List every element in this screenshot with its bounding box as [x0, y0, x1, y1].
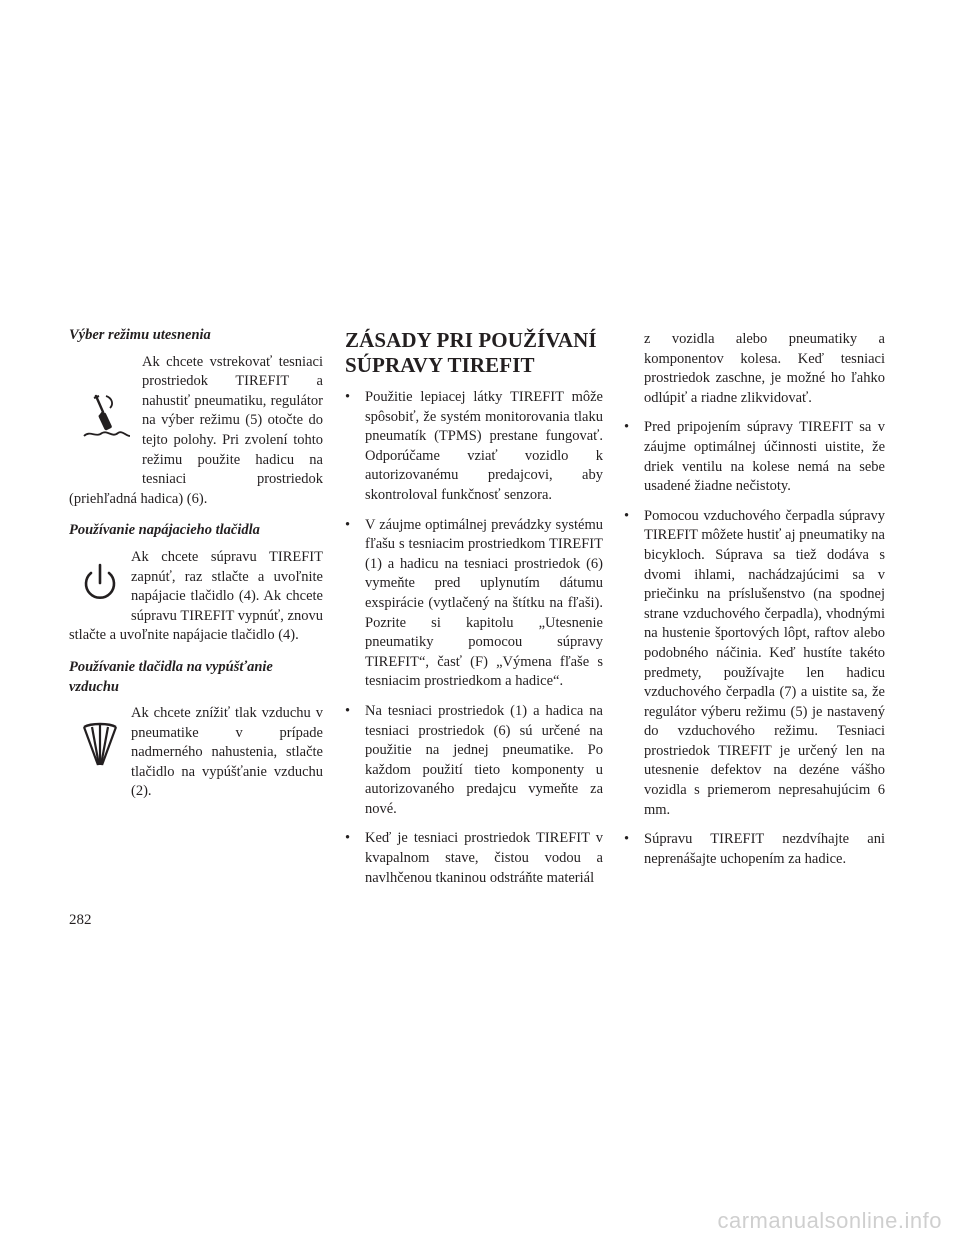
list-item [624, 507, 885, 821]
right-column [624, 330, 885, 879]
section-heading: ZÁSADY PRI POUŽÍVANÍ SÚPRAVY TIREFIT [345, 328, 597, 377]
power-button-heading: Používanie napájacieho tlačidla [69, 522, 260, 539]
bullet-list [624, 418, 885, 869]
power-button-block [69, 548, 323, 646]
list-item [345, 702, 603, 820]
bullet-glyph: • [624, 831, 630, 848]
sealant-mode-block [69, 353, 323, 510]
list-item-text: Na tesniaci prostriedok (1) a hadica na tesniaci prostriedok (6) sú určené na použitie na jednej pneumatike. Po každom použití tieto komponenty u autorizovaného predajcu vymeňte za nové. [365, 702, 603, 817]
watermark: carmanualsonline.info [717, 1208, 942, 1233]
left-column [69, 326, 323, 814]
bullet-list [345, 388, 603, 888]
power-button-text: Ak chcete súpravu TIREFIT zapnúť, raz stlačte a uvoľnite napájacie tlačidlo (4). Ak chcete súpravu TIREFIT vypnúť, znovu stlačte a uvoľnite napájacie tlačidlo (4). [69, 548, 323, 644]
sealant-mode-icon [69, 353, 142, 481]
list-item [345, 516, 603, 692]
bullet-glyph: • [345, 516, 351, 533]
list-item [345, 829, 603, 888]
list-item [624, 830, 885, 869]
list-item-text: Použitie lepiacej látky TIREFIT môže spôsobiť, že systém monitorovania tlaku pneumatík (TPMS) prestane fungovať. Odporúčame vziať vozidlo k autorizovanému predajcovi, aby skontroloval funkčnosť senzora. [365, 389, 603, 503]
bullet-glyph: • [345, 830, 351, 847]
list-item [624, 418, 885, 496]
sealant-mode-heading: Výber režimu utesnenia [69, 327, 211, 343]
power-icon [69, 548, 131, 616]
list-item-text: V záujme optimálnej prevádzky systému fľašu s tesniacim prostriedkom TIREFIT (1) a hadicu na tesniaci prostriedok (6) vymeňte pred uplynutím dátumu exspirácie (vytlačený na štítku na fľaši). Pozrite si kapitolu „Utesnenie pneumatiky pomocou súpravy TIREFIT“, časť (F) „Výmena fľaše s tesniacim prostriedkom a hadice“. [365, 516, 603, 690]
sealant-mode-text: Ak chcete vstrekovať tesniaci prostriedok TIREFIT a nahustiť pneumatiku, regulátor na výber režimu (5) otočte do tejto polohy. Pri zvolení tohto režimu použite hadicu na tesniaci prostriedok (priehľadná hadica) (6). [69, 353, 323, 507]
list-item-text: Keď je tesniaci prostriedok TIREFIT v kvapalnom stave, čistou vodou a navlhčenou tkaninou odstráňte materiál [365, 830, 603, 886]
air-release-text: Ak chcete znížiť tlak vzduchu v pneumatike v prípade nadmerného nahustenia, stlačte tlačidlo na vypúšťanie vzduchu (2). [131, 705, 323, 800]
air-release-heading: Používanie tlačidla na vypúšťanie vzduchu [69, 658, 273, 695]
air-release-icon [69, 704, 131, 784]
list-item-text: Pred pripojením súpravy TIREFIT sa v záujme optimálnej účinnosti uistite, že driek ventilu na kolese nemá na sebe usadené žiadne nečistoty. [644, 419, 885, 495]
bullet-glyph: • [345, 389, 351, 405]
continued-text: z vozidla alebo pneumatiky a komponentov kolesa. Keď tesniaci prostriedok zaschne, je možné ho ľahko odlúpiť a riadne zlikvidovať. [644, 331, 885, 406]
page-number: 282 [69, 912, 92, 928]
list-item-text: Súpravu TIREFIT nezdvíhajte ani neprenášajte uchopením za hadice. [644, 831, 885, 867]
bullet-glyph: • [345, 702, 351, 719]
bullet-glyph: • [624, 507, 630, 524]
bullet-glyph: • [624, 419, 630, 436]
list-item-text: Pomocou vzduchového čerpadla súpravy TIREFIT môžete hustiť aj pneumatiky na bicykloch. Súprava sa tiež dodáva s dvomi ihlami, nachádzajúcimi sa v priečinku na príslušenstvo (na spodnej strane vzduchového čerpadla), vhodnými na hustenie športových lôpt, raftov alebo podobného náčinia. Keď hustíte takéto predmety, používajte len hadicu vzduchového čerpadla (7) a uistite sa, že regulátor výberu režimu (5) je nastavený do vzduchového režimu. Tesniaci prostriedok TIREFIT je určený len na utesnenie defektov na dezéne vášho vozidla s priemerom nepresahujúcim 6 mm. [644, 507, 885, 818]
middle-column [345, 328, 603, 898]
list-item [345, 388, 603, 506]
air-release-block [69, 704, 323, 802]
